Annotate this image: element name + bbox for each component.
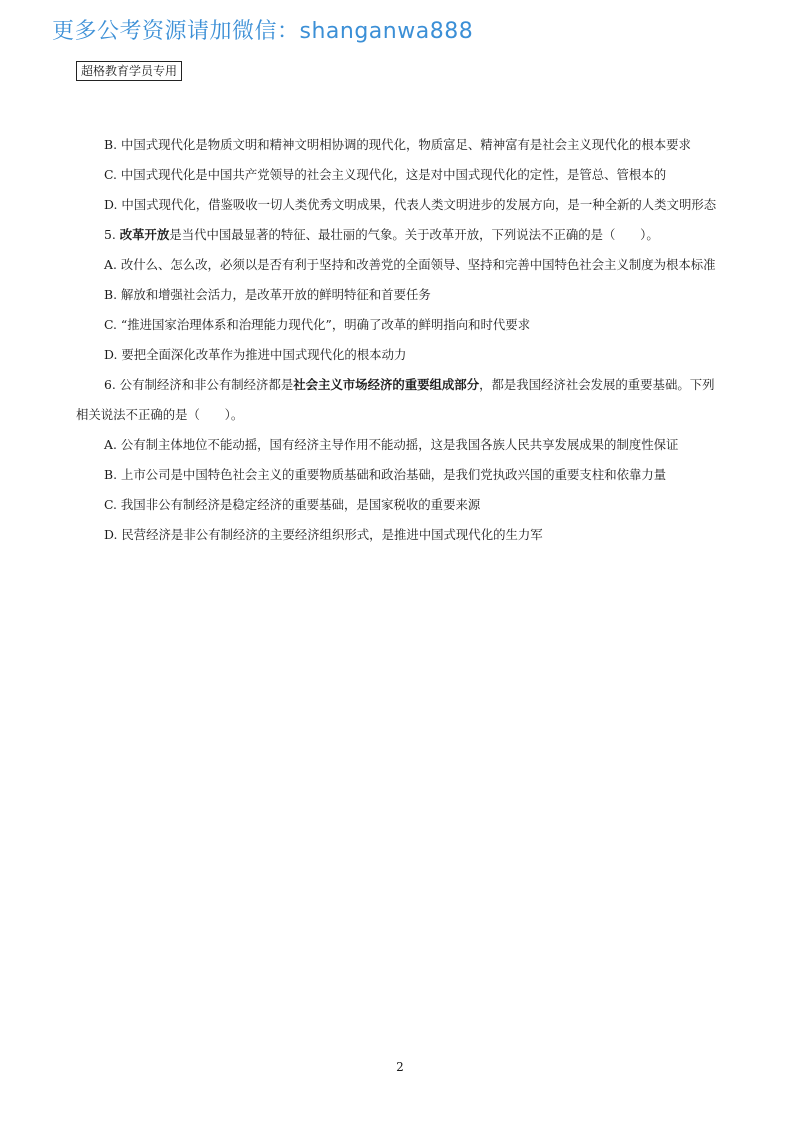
q6-keyword: 社会主义市场经济的重要组成部分 xyxy=(293,377,480,392)
q5-number: 5. xyxy=(104,227,116,242)
q4-option-d: D. 中国式现代化，借鉴吸收一切人类优秀文明成果，代表人类文明进步的发展方向，是一种全新的人类文明形态 xyxy=(104,197,717,212)
q5-option-a: A. 改什么、怎么改，必须以是否有利于坚持和改善党的全面领导、坚持和完善中国特色社会主义制度为根本标准 xyxy=(104,257,716,272)
q6-option-b: B. 上市公司是中国特色社会主义的重要物质基础和政治基础，是我们党执政兴国的重要支柱和依靠力量 xyxy=(104,467,667,482)
q6-stem xyxy=(76,370,726,430)
q6-option-a: A. 公有制主体地位不能动摇，国有经济主导作用不能动摇，这是我国各族人民共享发展成果的制度性保证 xyxy=(104,437,679,452)
q5-stem xyxy=(76,220,726,250)
q6-stem-start: 6. 公有制经济和非公有制经济都是 xyxy=(104,377,294,392)
page-number: 2 xyxy=(396,1060,404,1074)
q5-option-b: B. 解放和增强社会活力，是改革开放的鲜明特征和首要任务 xyxy=(104,287,431,302)
q5-keyword: 改革开放 xyxy=(119,227,170,242)
watermark-contact: 更多公考资源请加微信：shanganwa888 xyxy=(52,19,474,44)
q5-option-c: C. “推进国家治理体系和治理能力现代化”，明确了改革的鲜明指向和时代要求 xyxy=(104,317,531,332)
q4-option-b: B. 中国式现代化是物质文明和精神文明相协调的现代化，物质富足、精神富有是社会主义现代化的根本要求 xyxy=(104,137,691,152)
student-only-stamp: 超格教育学员专用 xyxy=(76,61,182,81)
q4-option-c: C. 中国式现代化是中国共产党领导的社会主义现代化，这是对中国式现代化的定性，是管总、管根本的 xyxy=(104,167,667,182)
q6-stem-end: ，都是我国经济社会发展的重要基础。下列相关说法不正确的是（ ）。 xyxy=(76,377,715,422)
q5-stem-text: 是当代中国最显著的特征、最壮丽的气象。关于改革开放，下列说法不正确的是（ ）。 xyxy=(169,227,659,242)
q6-option-c: C. 我国非公有制经济是稳定经济的重要基础，是国家税收的重要来源 xyxy=(104,497,481,512)
question-content xyxy=(76,130,726,550)
q6-option-d: D. 民营经济是非公有制经济的主要经济组织形式，是推进中国式现代化的生力军 xyxy=(104,527,543,542)
q5-option-d: D. 要把全面深化改革作为推进中国式现代化的根本动力 xyxy=(104,347,407,362)
